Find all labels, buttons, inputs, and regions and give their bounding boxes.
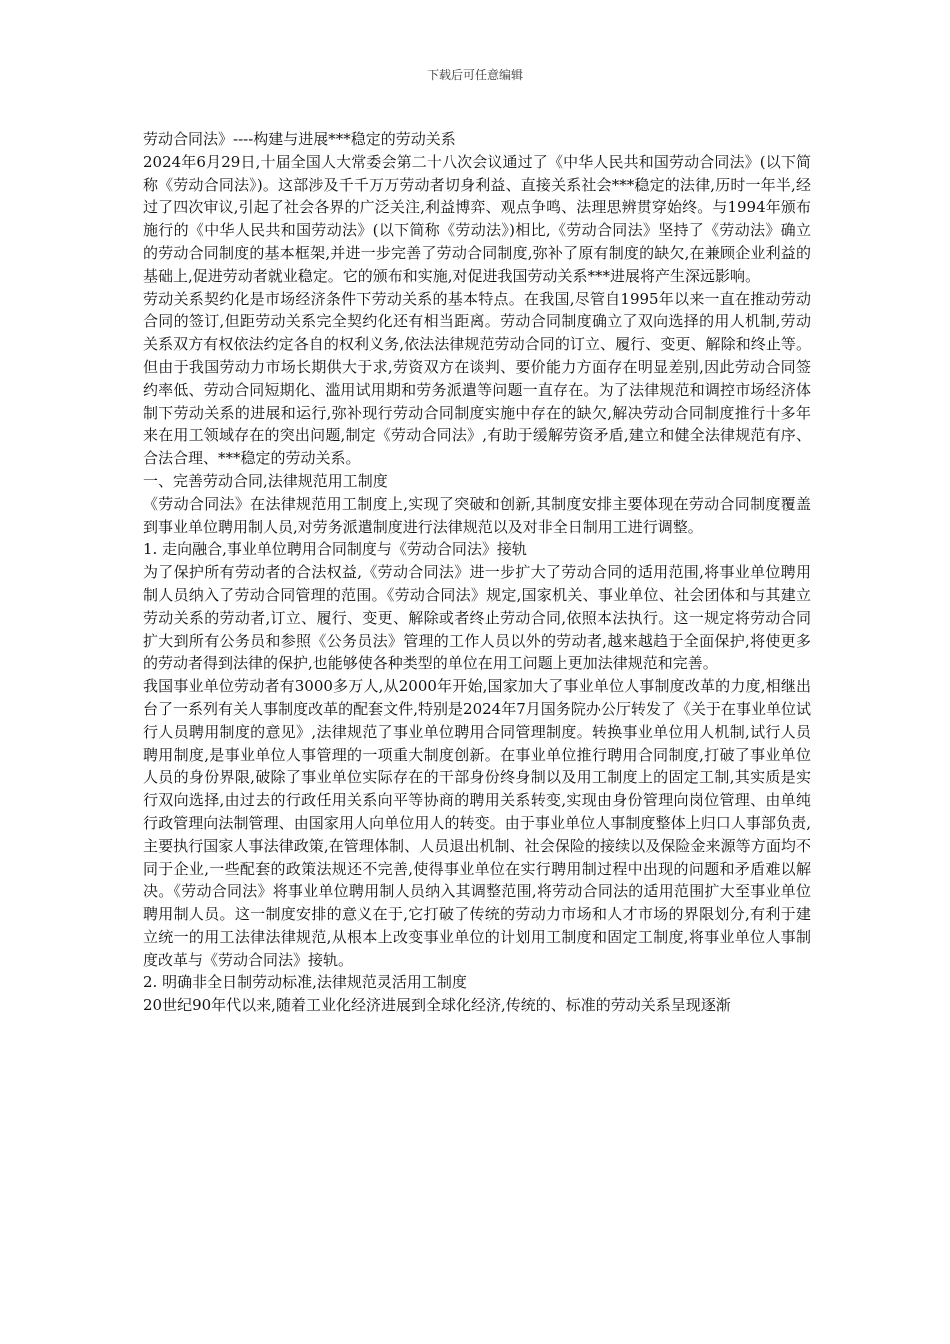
paragraph-part-time-labor: 20世纪90年代以来,随着工业化经济进展到全球化经济,传统的、标准的劳动关系呈现逐渐 bbox=[143, 996, 731, 1015]
page-header: 下载后可任意编辑 bbox=[426, 68, 523, 82]
paragraph-intro: 2024年6月29日,十届全国人大常委会第二十八次会议通过了《中华人民共和国劳动合同法》(以下简称《劳动合同法》)。这部涉及千千万万劳动者切身利益、直接关系社会***稳定的法律,历时一年半,经过了四次审议,引起了社会各界的广泛关注,利益博弈、观点争鸣、法理思辨贯穿始终。与1994年颁布施行的《中华人民共和国劳动法》(以下简称《劳动法》)相比,《劳动合同法》坚持了《劳动法》确立的劳动合同制度的基本框架,并进一步完善了劳动合同制度,弥补了原有制度的缺欠,在兼顾企业利益的基础上,促进劳动者就业稳定。它的颁布和实施,对促进我国劳动关系***进展将产生深远影响。 bbox=[143, 152, 811, 285]
document-title: 劳动合同法》----构建与进展***稳定的劳动关系 bbox=[143, 130, 456, 148]
section-heading-1: 一、完善劳动合同,法律规范用工制度 bbox=[143, 471, 388, 490]
paragraph-contract-background: 劳动关系契约化是市场经济条件下劳动关系的基本特点。在我国,尽管自1995年以来一直在推动劳动合同的签订,但距劳动关系完全契约化还有相当距离。劳动合同制度确立了双向选择的用人机制,劳动关系双方有权依法约定各自的权利义务,依法法律规范劳动合同的订立、履行、变更、解除和终止等。但由于我国劳动力市场长期供大于求,劳资双方在谈判、要价能力方面存在明显差别,因此劳动合同签约率低、劳动合同短期化、滥用试用期和劳务派遣等问题一直存在。为了法律规范和调控市场经济体制下劳动关系的进展和运行,弥补现行劳动合同制度实施中存在的缺欠,解决劳动合同制度推行十多年来在用工领域存在的突出问题,制定《劳动合同法》,有助于缓解劳资矛盾,建立和健全法律规范有序、合法合理、***稳定的劳动关系。 bbox=[143, 289, 811, 468]
document-body bbox=[143, 128, 811, 1017]
subsection-heading-2: 2. 明确非全日制劳动标准,法律规范灵活用工制度 bbox=[143, 973, 467, 992]
subsection-heading-1: 1. 走向融合,事业单位聘用合同制度与《劳动合同法》接轨 bbox=[143, 540, 527, 559]
paragraph-scope-expansion: 为了保护所有劳动者的合法权益,《劳动合同法》进一步扩大了劳动合同的适用范围,将事业单位聘用制人员纳入了劳动合同管理的范围。《劳动合同法》规定,国家机关、事业单位、社会团体和与其建立劳动关系的劳动者,订立、履行、变更、解除或者终止劳动合同,依照本法执行。这一规定将劳动合同扩大到所有公务员和参照《公务员法》管理的工作人员以外的劳动者,越来越趋于全面保护,将使更多的劳动者得到法律的保护,也能够使各种类型的单位在用工问题上更加法律规范和完善。 bbox=[143, 563, 811, 673]
paragraph-public-institution-reform: 我国事业单位劳动者有3000多万人,从2000年开始,国家加大了事业单位人事制度改革的力度,相继出台了一系列有关人事制度改革的配套文件,特别是2024年7月国务院办公厅转发了《关于在事业单位试行人员聘用制度的意见》,法律规范了事业单位聘用合同管理制度。转换事业单位用人机制,试行人员聘用制度,是事业单位人事管理的一项重大制度创新。在事业单位推行聘用合同制度,打破了事业单位人员的身份界限,破除了事业单位实际存在的干部身份终身制以及用工制度上的固定工制,其实质是实行双向选择,由过去的行政任用关系向平等协商的聘用关系转变,实现由身份管理向岗位管理、由单纯行政管理向法制管理、由国家用人向单位用人的转变。由于事业单位人事制度整体上归口人事部负责,主要执行国家人事法律政策,在管理体制、人员退出机制、社会保险的接续以及保险金来源等方面均不同于企业,一些配套的政策法规还不完善,使得事业单位在实行聘用制过程中出现的问题和矛盾难以解决。《劳动合同法》将事业单位聘用制人员纳入其调整范围,将劳动合同法的适用范围扩大至事业单位聘用制人员。这一制度安排的意义在于,它打破了传统的劳动力市场和人才市场的界限划分,有利于建立统一的用工法律法律规范,从根本上改变事业单位的计划用工制度和固定工制度,将事业单位人事制度改革与《劳动合同法》接轨。 bbox=[143, 677, 811, 969]
paragraph-section-1-intro: 《劳动合同法》在法律规范用工制度上,实现了突破和创新,其制度安排主要体现在劳动合同制度覆盖到事业单位聘用制人员,对劳务派遣制度进行法律规范以及对非全日制用工进行调整。 bbox=[143, 494, 811, 536]
